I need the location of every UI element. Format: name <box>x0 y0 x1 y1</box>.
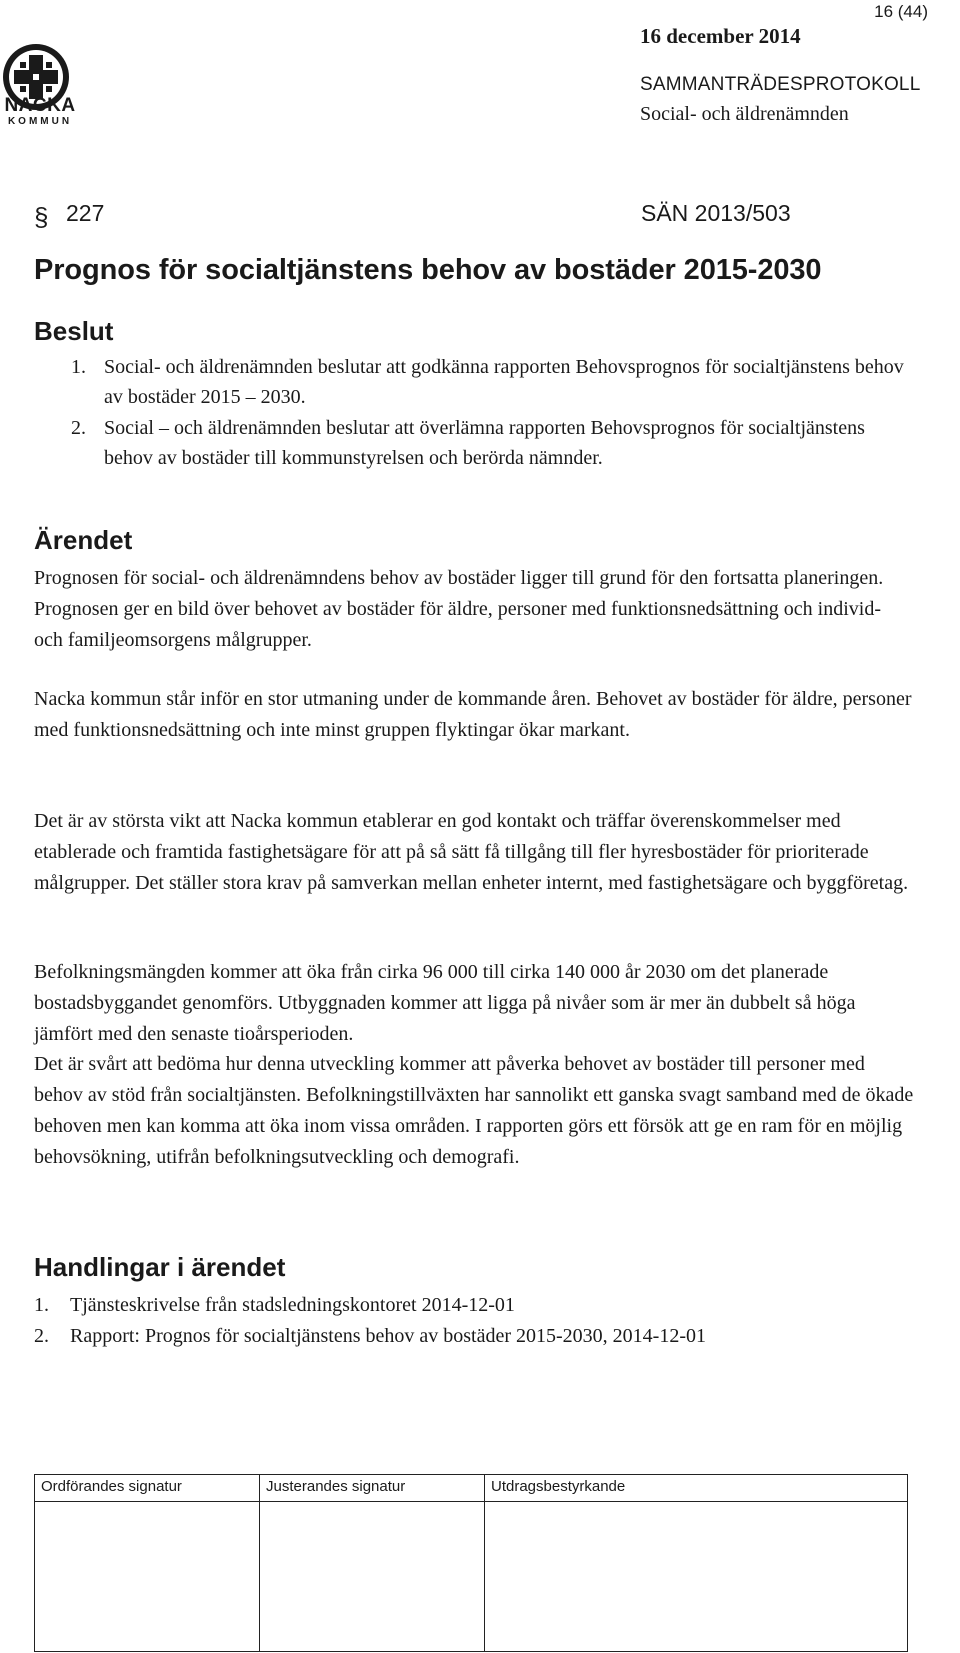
signature-field-certified <box>485 1502 908 1652</box>
signature-table <box>34 1474 908 1652</box>
list-item-text: Tjänsteskrivelse från stadsledningskontoret 2014-12-01 <box>70 1294 515 1316</box>
logo-line-2: KOMMUN <box>7 116 73 127</box>
list-item <box>34 352 914 412</box>
signature-field-chair <box>35 1502 260 1652</box>
list-item-number: 2. <box>34 1325 49 1347</box>
list-item <box>34 1321 914 1352</box>
list-item <box>34 1290 914 1321</box>
list-item-number: 2. <box>71 417 86 439</box>
signature-field-adjuster <box>260 1502 485 1652</box>
signature-label-adjuster: Justerandes signatur <box>260 1475 485 1502</box>
matter-paragraph: Prognosen för social- och äldrenämndens behov av bostäder ligger till grund för den fortsatta planeringen. Prognosen ger en bild över behovet av bostäder för äldre, personer med funktionsnedsättning och individ- och familjeomsorgens målgrupper. <box>34 567 884 651</box>
decision-list <box>34 352 914 474</box>
meeting-date: 16 december 2014 <box>640 24 801 48</box>
list-item-number: 1. <box>71 356 86 378</box>
page-number: 16 (44) <box>874 2 928 21</box>
list-item-number: 1. <box>34 1294 49 1316</box>
documents-list <box>34 1290 914 1352</box>
paragraph-number: 227 <box>66 200 105 226</box>
committee-name: Social- och äldrenämnden <box>640 103 849 125</box>
list-item <box>34 413 914 473</box>
matter-paragraph: Det är av största vikt att Nacka kommun etablerar en god kontakt och träffar överenskommelser med etablerade och framtida fastighetsägare för att på så sätt få tillgång till fler hyresbostäder för prioriterade målgrupper. Det ställer stora krav på samverkan mellan enheter internt, med fastighetsägare och byggföretag. <box>34 810 909 894</box>
section-heading-matter: Ärendet <box>34 525 133 555</box>
matter-paragraph: Befolkningsmängden kommer att öka från cirka 96 000 till cirka 140 000 år 2030 om det planerade bostadsbyggandet genomförs. Utbyggnaden kommer att ligga på nivåer som är mer än dubbelt så höga jämfört med den senaste tioårsperioden. <box>34 961 856 1045</box>
matter-paragraph: Nacka kommun står inför en stor utmaning under de kommande åren. Behovet av bostäder för äldre, personer med funktionsnedsättning och inte minst gruppen flyktingar ökar markant. <box>34 688 912 741</box>
logo-line-1: NACKA <box>4 95 76 116</box>
page-title: Prognos för socialtjänstens behov av bostäder 2015-2030 <box>34 254 822 286</box>
signature-label-chair: Ordförandes signatur <box>35 1475 260 1502</box>
list-item-text: Social – och äldrenämnden beslutar att överlämna rapporten Behovsprognos för socialtjänstens behov av bostäder till kommunstyrelsen och berörda nämnder. <box>104 417 865 469</box>
section-heading-documents: Handlingar i ärendet <box>34 1252 286 1282</box>
case-reference: SÄN 2013/503 <box>641 200 791 226</box>
matter-paragraph: Det är svårt att bedöma hur denna utveckling kommer att påverka behovet av bostäder till personer med behov av stöd från socialtjänsten. Befolkningstillväxten har sannolikt ett ganska svagt samband med de ökade behoven men kan komma att öka inom vissa områden. I rapporten görs ett försök att ge en ram för en möjlig behovsökning, utifrån befolkningsutveckling och demografi. <box>34 1053 914 1168</box>
document-type: SAMMANTRÄDESPROTOKOLL <box>640 74 921 95</box>
list-item-text: Rapport: Prognos för socialtjänstens behov av bostäder 2015-2030, 2014-12-01 <box>70 1325 707 1347</box>
paragraph-symbol: § <box>34 202 49 232</box>
logo-wordmark <box>0 96 80 128</box>
signature-label-certified: Utdragsbestyrkande <box>485 1475 908 1502</box>
list-item-text: Social- och äldrenämnden beslutar att godkänna rapporten Behovsprognos för socialtjänstens behov av bostäder 2015 – 2030. <box>104 356 904 408</box>
section-heading-decision: Beslut <box>34 316 114 346</box>
